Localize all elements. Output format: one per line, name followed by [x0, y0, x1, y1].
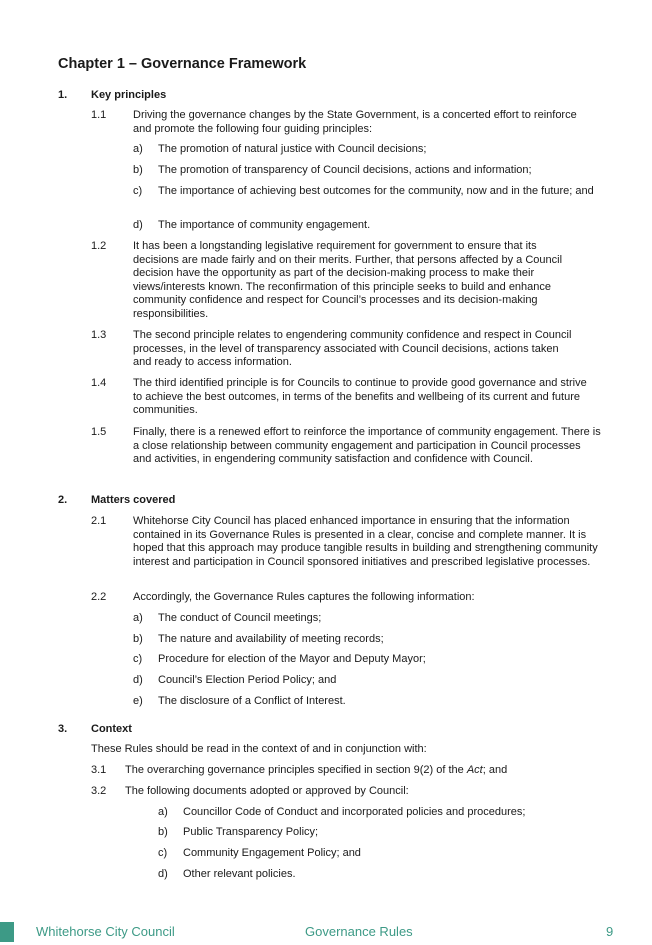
paragraph-text: The third identified principle is for Councils to continue to provide good governance and strive to achieve the best outcomes, in terms of the benefits and wellbeing of its current and future communities. — [133, 377, 587, 416]
list-item-text: The promotion of natural justice with Council decisions; — [158, 143, 427, 155]
paragraph-text: The following documents adopted or approved by Council: — [125, 785, 409, 797]
list-item-text: Procedure for election of the Mayor and Deputy Mayor; — [158, 653, 426, 665]
paragraph-3-2 — [91, 785, 603, 799]
paragraph-1-3 — [91, 329, 603, 370]
list-marker: d) — [133, 219, 143, 231]
list-marker: c) — [158, 847, 168, 859]
paragraph-number: 1.5 — [91, 426, 107, 438]
list-item-text: The nature and availability of meeting records; — [158, 633, 384, 645]
list-item — [133, 164, 603, 178]
page-footer — [0, 918, 652, 944]
paragraph-number: 1.1 — [91, 109, 107, 121]
list-item-text: Community Engagement Policy; and — [183, 847, 361, 859]
paragraph-number: 2.1 — [91, 515, 107, 527]
list-marker: b) — [133, 164, 143, 176]
paragraph-2-2 — [91, 591, 603, 605]
section-title: Context — [91, 723, 132, 735]
list-item — [133, 143, 603, 157]
paragraph-number: 2.2 — [91, 591, 107, 603]
list-marker: c) — [133, 653, 143, 665]
footer-organisation: Whitehorse City Council — [36, 924, 175, 939]
list-item — [133, 185, 603, 213]
chapter-title: Chapter 1 – Governance Framework — [58, 56, 307, 72]
list-item-text: Councillor Code of Conduct and incorporated policies and procedures; — [183, 806, 526, 818]
paragraph-text: Driving the governance changes by the State Government, is a concerted effort to reinforce and promote the following four guiding principles: — [133, 109, 577, 135]
paragraph-1-2 — [91, 240, 603, 322]
section-title: Key principles — [91, 89, 167, 101]
list-item — [158, 868, 603, 882]
list-marker: c) — [133, 185, 143, 197]
paragraph-text: Accordingly, the Governance Rules captures the following information: — [133, 591, 475, 603]
list-marker: d) — [133, 674, 143, 686]
list-item — [158, 847, 603, 861]
paragraph-text: Whitehorse City Council has placed enhanced importance in ensuring that the information contained in its Governance Rules is presented in a clear, concise and complete manner. It is hoped that this approach may produce tangible results in building and strengthening community interest and participation in Council sponsored initiatives and prescribed legislative processes. — [133, 515, 598, 568]
list-item-text: The importance of achieving best outcomes for the community, now and in the future; and — [158, 185, 594, 197]
list-item — [133, 695, 603, 709]
paragraph-1-1 — [91, 109, 591, 137]
list-marker: b) — [133, 633, 143, 645]
text-run: The overarching governance principles specified in section 9(2) of the — [125, 764, 467, 776]
list-item — [158, 826, 603, 840]
section-number: 2. — [58, 494, 68, 506]
section-number: 1. — [58, 89, 68, 101]
list-item-text: The conduct of Council meetings; — [158, 612, 322, 624]
paragraph-number: 1.2 — [91, 240, 107, 252]
list-marker: e) — [133, 695, 143, 707]
list-item — [133, 219, 603, 233]
list-item — [133, 653, 603, 667]
act-reference: Act — [466, 764, 483, 776]
list-item — [133, 612, 603, 626]
paragraph-number: 3.1 — [91, 764, 107, 776]
list-item-text: The importance of community engagement. — [158, 219, 371, 231]
paragraph-text: It has been a longstanding legislative requirement for government to ensure that its decisions are made fairly and on their merits. Further, that persons affected by a Council decision have the opportunity as part of the decision-making process to make their views/interests known. The reconfirmation of this principle seeks to build and enhance community confidence and respect for Council’s processes and its decision-making responsibilities. — [133, 240, 563, 320]
list-item-text: Council’s Election Period Policy; and — [158, 674, 337, 686]
list-item-text: The promotion of transparency of Council decisions, actions and information; — [158, 164, 532, 176]
list-item — [133, 633, 603, 647]
page-number: 9 — [606, 924, 614, 939]
list-item — [133, 674, 603, 688]
list-item-text: The disclosure of a Conflict of Interest. — [158, 695, 346, 707]
paragraph-text: The second principle relates to engendering community confidence and respect in Council processes, in the level of transparency associated with Council decisions, actions taken and ready to access information. — [133, 329, 572, 368]
list-marker: a) — [158, 806, 168, 818]
paragraph-text — [125, 764, 595, 778]
list-item-text: Public Transparency Policy; — [183, 826, 319, 838]
paragraph-3-1 — [91, 764, 603, 778]
paragraph-text: Finally, there is a renewed effort to reinforce the importance of community engagement. There is a close relationship between community engagement and participation in Council processes and activities, in engendering community satisfaction and confidence with Council. — [133, 426, 601, 465]
paragraph-1-5 — [91, 426, 603, 481]
footer-document-title: Governance Rules — [305, 924, 413, 939]
paragraph-1-4 — [91, 377, 603, 418]
context-intro: These Rules should be read in the context of and in conjunction with: — [91, 743, 427, 755]
section-title: Matters covered — [91, 494, 176, 506]
list-item — [158, 806, 603, 820]
section-number: 3. — [58, 723, 68, 735]
paragraph-number: 3.2 — [91, 785, 107, 797]
paragraph-2-1 — [91, 515, 603, 583]
list-marker: a) — [133, 612, 143, 624]
footer-accent-bar — [0, 922, 14, 942]
paragraph-number: 1.4 — [91, 377, 107, 389]
list-marker: b) — [158, 826, 168, 838]
paragraph-number: 1.3 — [91, 329, 107, 341]
list-marker: a) — [133, 143, 143, 155]
list-item-text: Other relevant policies. — [183, 868, 296, 880]
text-run: ; and — [482, 764, 508, 776]
list-marker: d) — [158, 868, 168, 880]
